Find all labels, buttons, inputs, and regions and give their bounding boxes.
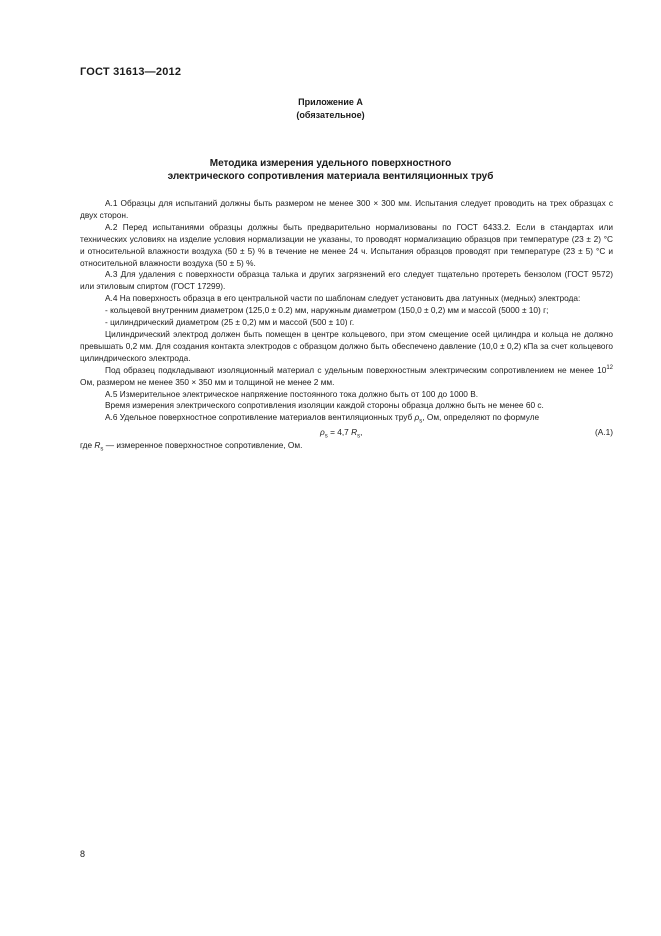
list-item-ring-electrode: - кольцевой внутренним диаметром (125,0 ± 0.2) мм, наружным диаметром (150,0 ± 0,2) мм и массой (5000 ± 10) г; bbox=[105, 305, 549, 316]
list-item-cylinder-electrode: - цилиндрический диаметром (25 ± 0,2) мм и массой (500 ± 10) г. bbox=[105, 317, 355, 328]
appendix-title: Приложение А bbox=[298, 97, 363, 107]
a6-rho-subscript: s bbox=[419, 418, 423, 425]
formula-number: (А.1) bbox=[595, 427, 613, 438]
a6-text-start: А.6 Удельное поверхностное сопротивление материалов вентиляционных труб bbox=[105, 412, 415, 423]
where-r-subscript: s bbox=[100, 446, 104, 453]
formula-expression bbox=[320, 427, 362, 439]
paragraph-a4-electrode-position: Цилиндрический электрод должен быть помещен в центре кольцевого, при этом смещение осей цилиндра и кольца не должно превышать 0,2 мм. Для создания контакта электродов с образцом должно быть обеспечено давление (10,0 ± 0,2) кПа за счет кольцевого цилиндрического электрода. bbox=[80, 328, 613, 363]
formula-r: R bbox=[351, 427, 358, 438]
method-title-line1: Методика измерения удельного поверхностного bbox=[209, 158, 452, 169]
page-number: 8 bbox=[80, 849, 86, 859]
insulation-text-end: Ом, размером не менее 350 × 350 мм и толщиной не менее 2 мм. bbox=[80, 376, 335, 387]
a6-text-end: , Ом, определяют по формуле bbox=[422, 412, 540, 423]
paragraph-a1: А.1 Образцы для испытаний должны быть размером не менее 300 × 300 мм. Испытания следует проводить на трех образцах с двух сторон. bbox=[80, 198, 613, 220]
formula-tail: , bbox=[360, 427, 363, 438]
where-text: — измеренное поверхностное сопротивление, Ом. bbox=[103, 440, 303, 451]
method-title bbox=[0, 157, 661, 183]
a6-rho-symbol: ρ bbox=[414, 412, 420, 423]
paragraph-a5: А.5 Измерительное электрическое напряжение постоянного тока должно быть от 100 до 1000 В. bbox=[105, 388, 479, 399]
insulation-exponent: 12 bbox=[606, 364, 613, 371]
document-code: ГОСТ 31613—2012 bbox=[80, 66, 182, 78]
where-prefix: где bbox=[80, 440, 95, 451]
paragraph-a4-insulation bbox=[80, 365, 613, 389]
formula-rho-subscript: s bbox=[324, 433, 328, 440]
formula-rho: ρ bbox=[320, 427, 325, 438]
formula-a1 bbox=[80, 426, 613, 440]
formula-r-subscript: s bbox=[357, 433, 361, 440]
appendix-status: (обязательное) bbox=[296, 110, 365, 120]
formula-middle: = 4,7 bbox=[327, 427, 352, 438]
document-body bbox=[80, 198, 613, 452]
where-r: R bbox=[94, 440, 101, 451]
paragraph-a2: А.2 Перед испытаниями образцы должны быть предварительно нормализованы по ГОСТ 6433.2. Если в стандартах или технических условиях на изделие условия нормализации не указаны, то проводят нормализацию образцов при температуре (23 ± 2) °С и относительной влажности воздуха (50 ± 5) % в течение не менее 24 ч. Испытания образцов проводят при температуре (23 ± 5) °С и относительной влажности воздуха (50 ± 5) %. bbox=[80, 221, 613, 268]
paragraph-a4: А.4 На поверхность образца в его центральной части по шаблонам следует установить два латунных (медных) электрода: bbox=[105, 293, 581, 304]
appendix-heading bbox=[0, 96, 661, 122]
insulation-text-start: Под образец подкладывают изоляционный материал с удельным поверхностным электрическим сопротивлением не менее 10 bbox=[105, 364, 607, 375]
method-title-line2: электрического сопротивления материала вентиляционных труб bbox=[167, 171, 494, 182]
where-clause bbox=[80, 440, 613, 452]
paragraph-a5-time: Время измерения электрического сопротивления изоляции каждой стороны образца должно быть не менее 60 с. bbox=[105, 400, 544, 411]
paragraph-a3: А.3 Для удаления с поверхности образца талька и других загрязнений его следует тщательно протереть бензолом (ГОСТ 9572) или этиловым спиртом (ГОСТ 17299). bbox=[80, 269, 613, 292]
paragraph-a6 bbox=[80, 412, 613, 424]
